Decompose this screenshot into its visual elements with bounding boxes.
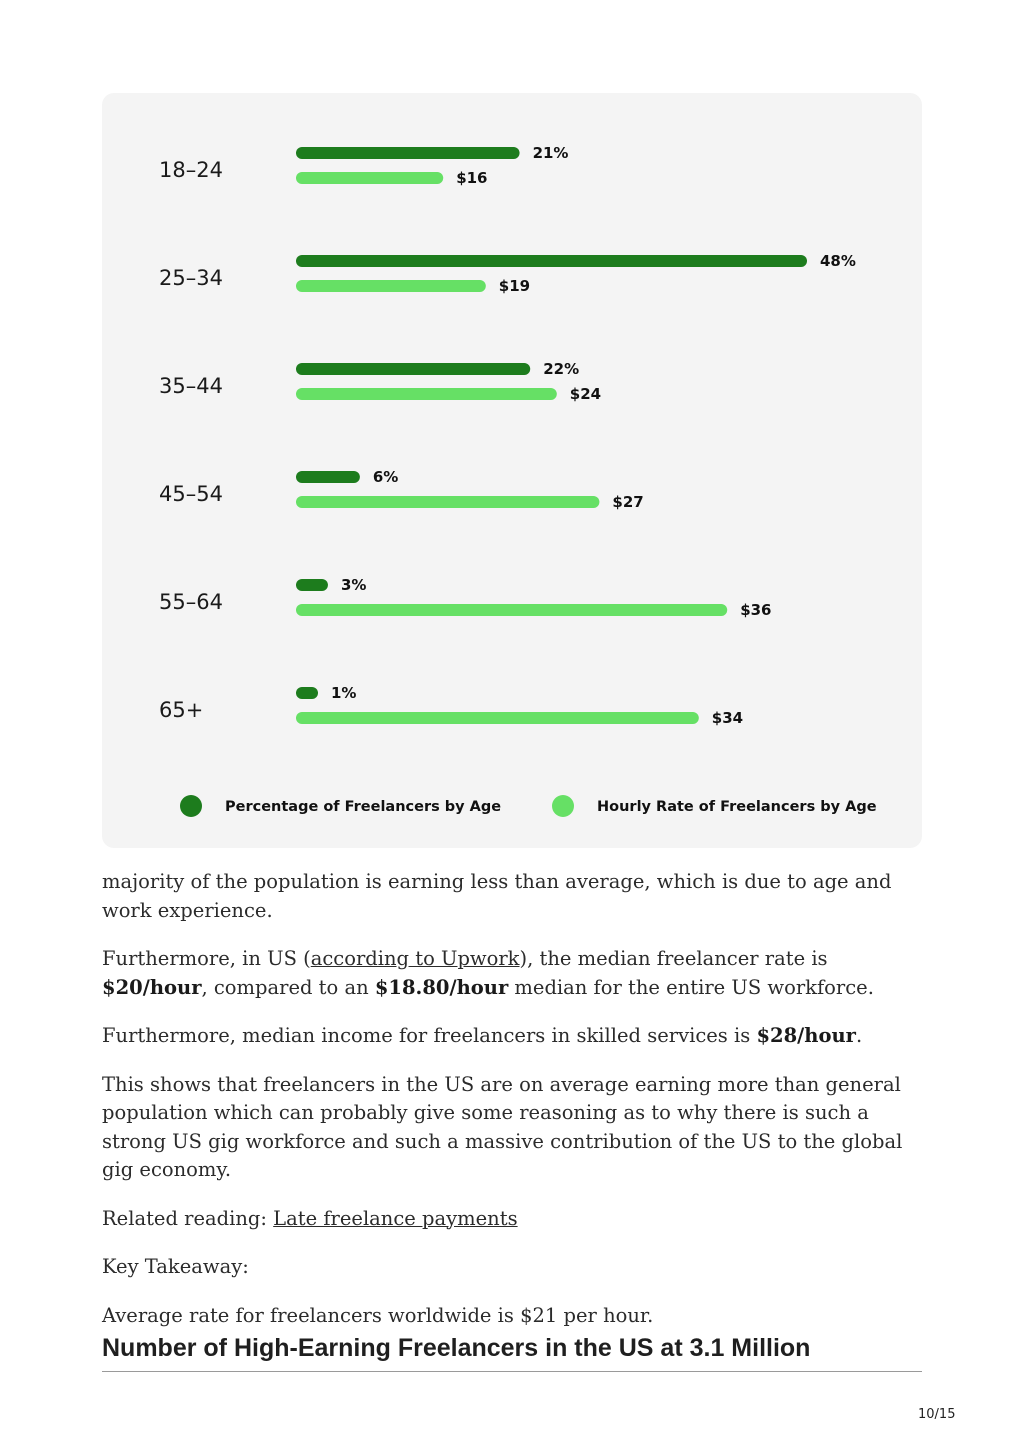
paragraph-conclusion: This shows that freelancers in the US are on average earning more than general population which can probably give some reasoning as to why there is such a strong US gig workforce and such a massive contribution of the US to the global gig economy.	[102, 1072, 903, 1181]
hourly-rate-bar	[296, 172, 443, 184]
percentage-value-label: 6%	[372, 468, 399, 486]
percentage-value-label: 21%	[532, 144, 569, 162]
legend-swatch	[552, 795, 574, 817]
rate-20-hour: $20/hour	[102, 975, 202, 999]
percentage-value-label: 1%	[331, 684, 357, 702]
age-label: 45–54	[159, 482, 223, 506]
section-heading: Number of High-Earning Freelancers in the US at 3.1 Million	[102, 1334, 922, 1372]
age-label: 65+	[159, 698, 204, 722]
percentage-bar	[296, 363, 530, 375]
legend-label: Hourly Rate of Freelancers by Age	[597, 799, 877, 815]
hourly-rate-bar	[296, 280, 486, 292]
percentage-value-label: 3%	[340, 576, 367, 594]
age-label: 35–44	[159, 374, 223, 398]
hourly-rate-value-label: $24	[569, 385, 602, 403]
paragraph-average-rate: Average rate for freelancers worldwide is $21 per hour.	[102, 1303, 654, 1327]
hourly-rate-bar	[296, 604, 727, 616]
rate-28-hour: $28/hour	[756, 1024, 856, 1047]
hourly-rate-value-label: $19	[498, 277, 531, 295]
legend-label: Percentage of Freelancers by Age	[225, 799, 502, 815]
paragraph-majority: majority of the population is earning less than average, which is due to age and work experience.	[102, 870, 892, 922]
paragraph-key-takeaway: Key Takeaway:	[102, 1255, 249, 1278]
hourly-rate-value-label: $36	[740, 601, 772, 619]
age-chart	[102, 93, 922, 848]
percentage-value-label: 48%	[820, 252, 856, 270]
hourly-rate-bar	[296, 388, 557, 400]
percentage-bar	[296, 471, 360, 483]
age-chart-card	[102, 93, 922, 848]
percentage-bar	[296, 579, 328, 591]
percentage-value-label: 22%	[543, 360, 580, 378]
age-label: 55–64	[159, 590, 223, 614]
rate-18-80-hour: $18.80/hour	[374, 975, 509, 999]
hourly-rate-bar	[296, 712, 699, 724]
age-label: 25–34	[159, 266, 223, 290]
hourly-rate-value-label: $34	[711, 709, 744, 727]
paragraph-median-rate: Furthermore, in US (according to Upwork), the median freelancer rate is $20/hour, compared to an $18.80/hour median for the entire US workforce.	[102, 947, 874, 999]
percentage-bar	[296, 255, 807, 267]
paragraph-skilled-services: Furthermore, median income for freelancers in skilled services is $28/hour.	[102, 1024, 863, 1047]
upwork-link[interactable]: according to Upwork	[310, 947, 520, 970]
hourly-rate-value-label: $16	[456, 169, 488, 187]
late-payments-link[interactable]: Late freelance payments	[273, 1206, 518, 1230]
percentage-bar	[296, 687, 318, 699]
article-body	[102, 868, 922, 1350]
legend-swatch	[180, 795, 202, 817]
page-number: 10/15	[918, 1407, 956, 1422]
hourly-rate-value-label: $27	[612, 493, 644, 511]
percentage-bar	[296, 147, 520, 159]
hourly-rate-bar	[296, 496, 599, 508]
paragraph-related-reading: Related reading: Late freelance payments	[102, 1206, 518, 1230]
age-label: 18–24	[159, 158, 223, 182]
